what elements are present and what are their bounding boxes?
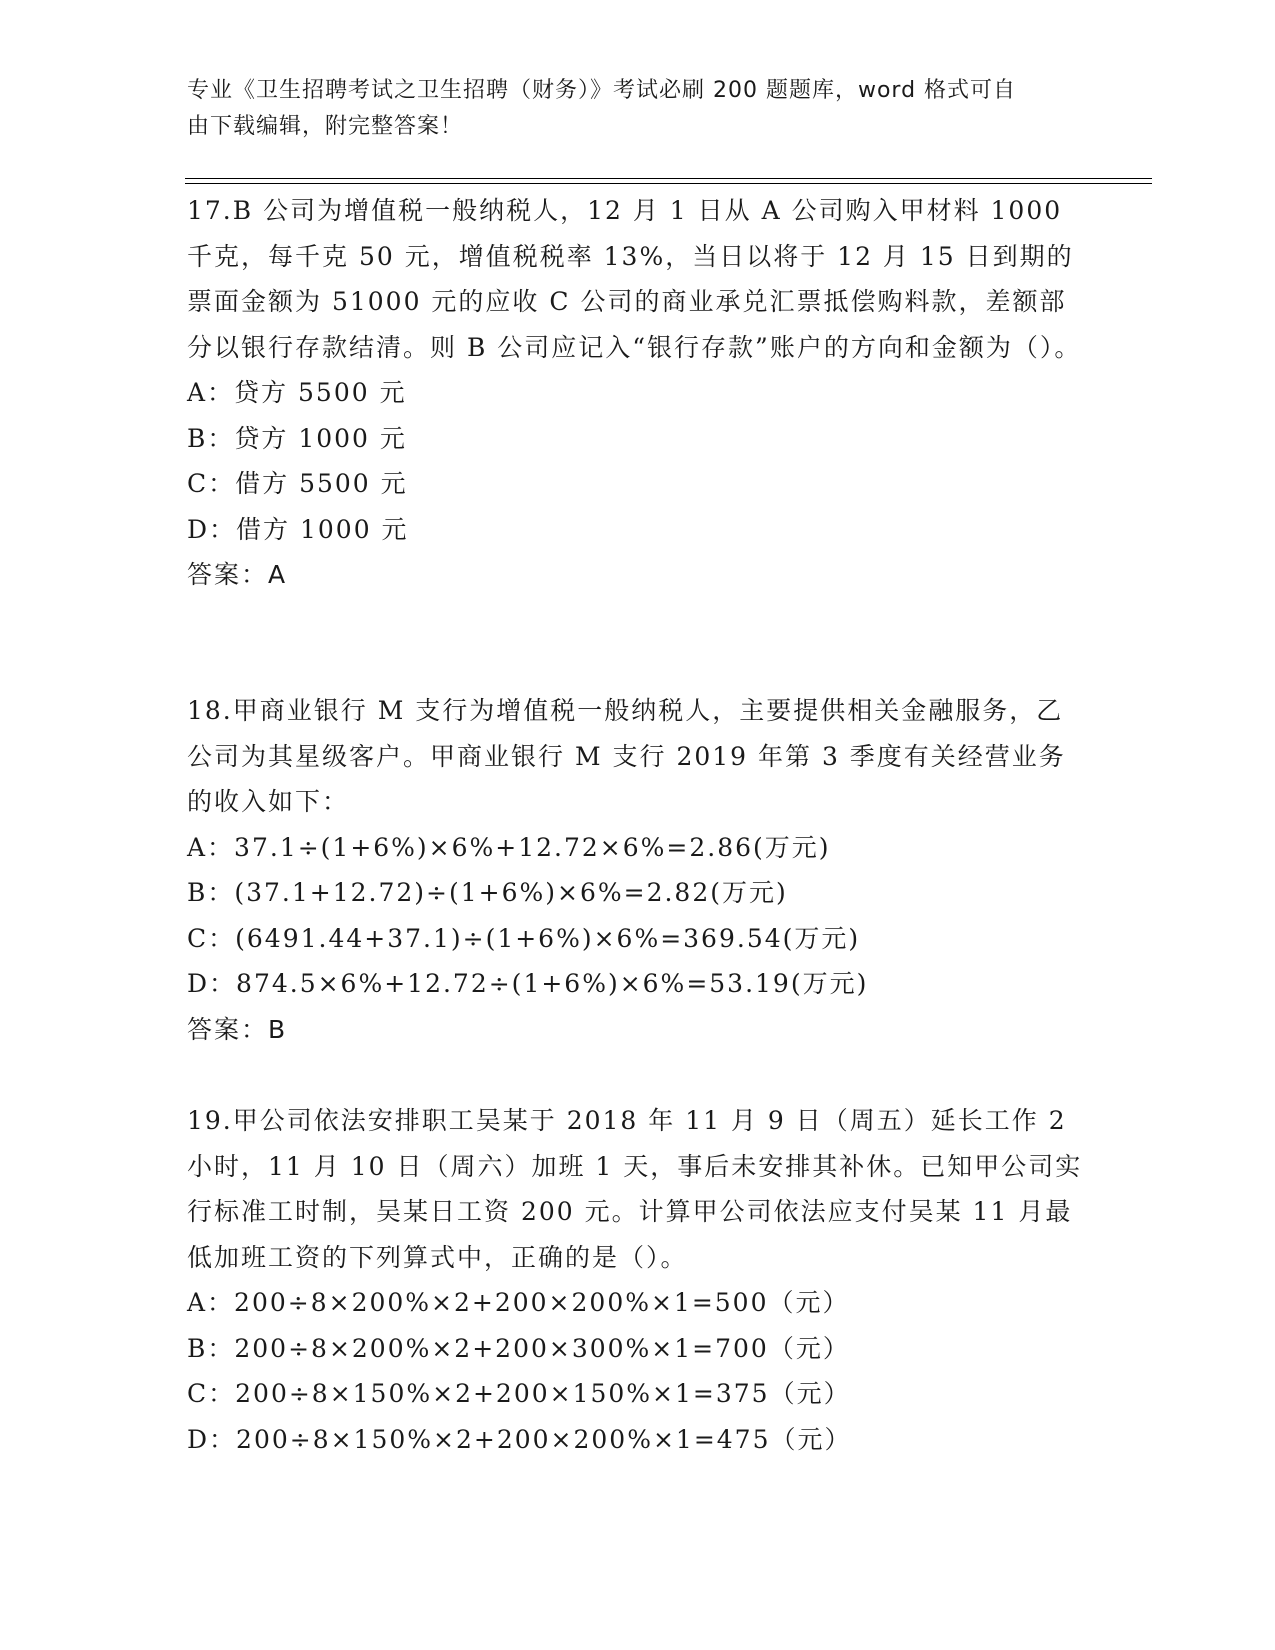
header-divider-top xyxy=(185,178,1152,179)
option-c: C：200÷8×150%×2+200×150%×1=375（元） xyxy=(187,1379,851,1408)
option-a: A：贷方 5500 元 xyxy=(187,378,407,407)
question-18 xyxy=(187,688,1087,1052)
option-b: B：(37.1+12.72)÷(1+6%)×6%=2.82(万元) xyxy=(187,878,788,907)
option-d: D：借方 1000 元 xyxy=(187,514,409,544)
document-header xyxy=(187,73,1067,145)
answer-line: 答案：A xyxy=(187,560,288,589)
question-17 xyxy=(187,188,1087,598)
header-divider-bottom xyxy=(185,183,1152,184)
option-d: D：200÷8×150%×2+200×200%×1=475（元） xyxy=(187,1424,852,1454)
option-b: B：贷方 1000 元 xyxy=(187,423,407,453)
header-line-2: 由下载编辑，附完整答案！ xyxy=(187,114,464,139)
header-line-1: 专业《卫生招聘考试之卫生招聘（财务）》考试必刷 200 题题库，word 格式可自 xyxy=(187,78,1017,103)
question-19 xyxy=(187,1098,1087,1462)
option-c: C：借方 5500 元 xyxy=(187,469,408,498)
option-a: A：200÷8×200%×2+200×200%×1=500（元） xyxy=(187,1288,850,1317)
answer-line: 答案：B xyxy=(187,1014,288,1044)
option-c: C：(6491.44+37.1)÷(1+6%)×6%=369.54(万元) xyxy=(187,923,861,953)
option-a: A：37.1÷(1+6%)×6%+12.72×6%=2.86(万元) xyxy=(187,832,831,862)
option-b: B：200÷8×200%×2+200×300%×1=700（元） xyxy=(187,1333,850,1363)
question-stem: 19.甲公司依法安排职工吴某于 2018 年 11 月 9 日（周五）延长工作 2 小时，11 月 10 日（周六）加班 1 天，事后未安排其补休。已知甲公司实行标准工时制，吴某日工资 200 元。计算甲公司依法应支付吴某 11 月最低加班工资的下列算式中，正确的是（）。 xyxy=(187,1106,1083,1272)
question-stem: 18.甲商业银行 M 支行为增值税一般纳税人，主要提供相关金融服务，乙公司为其星级客户。甲商业银行 M 支行 2019 年第 3 季度有关经营业务的收入如下： xyxy=(187,696,1066,816)
question-stem: 17.B 公司为增值税一般纳税人，12 月 1 日从 A 公司购入甲材料 1000 千克，每千克 50 元，增值税税率 13%，当日以将于 12 月 15 日到期的票面金额为 51000 元的应收 C 公司的商业承兑汇票抵偿购料款，差额部分以银行存款结清。则 B 公司应记入“银行存款”账户的方向和金额为（）。 xyxy=(187,196,1082,362)
option-d: D：874.5×6%+12.72÷(1+6%)×6%=53.19(万元) xyxy=(187,969,869,998)
